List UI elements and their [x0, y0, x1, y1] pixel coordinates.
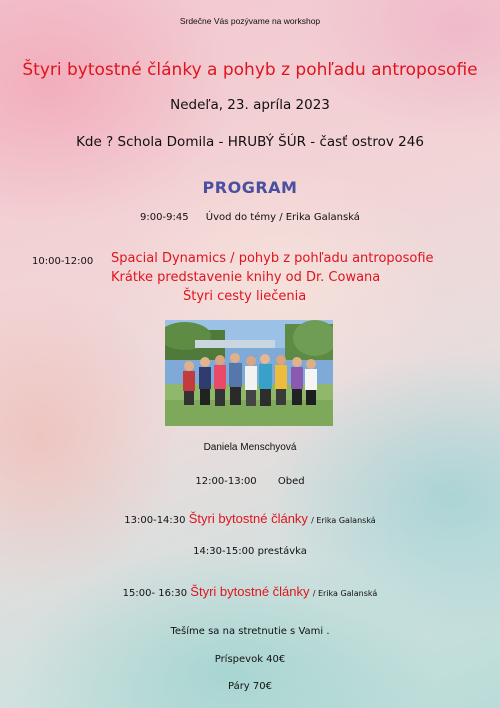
schedule-item-session-2: [0, 584, 500, 599]
schedule-item-session-1: [0, 511, 500, 526]
fee-single: Príspevok 40€: [214, 654, 286, 665]
schedule-item-intro: [0, 212, 500, 223]
schedule-topic-line3: Štyri cesty liečenia: [183, 289, 307, 304]
photo-caption: Daniela Menschyová: [203, 442, 297, 453]
schedule-text: Úvod do témy / Erika Galanská: [205, 212, 360, 223]
fee-pair: Páry 70€: [227, 681, 272, 692]
schedule-item-break: [0, 546, 500, 557]
schedule-time: 14:30-15:00: [193, 546, 255, 557]
schedule-time: 15:00- 16:30: [122, 588, 188, 599]
schedule-topic: Štyri bytostné články: [188, 511, 308, 526]
schedule-time: 12:00-13:00: [195, 476, 257, 487]
schedule-time: 9:00-9:45: [140, 212, 189, 223]
invite-text: Srdečne Vás pozývame na workshop: [179, 16, 321, 26]
closing-text: Tešíme sa na stretnutie s Vami .: [170, 626, 330, 637]
schedule-text: prestávka: [257, 546, 307, 557]
schedule-text: Obed: [277, 476, 305, 487]
schedule-topic: Štyri bytostné články: [190, 584, 310, 599]
schedule-topic-line2: Krátke predstavenie knihy od Dr. Cowana: [111, 270, 381, 285]
schedule-item-lunch: [0, 476, 500, 487]
workshop-title: Štyri bytostné články a pohyb z pohľadu antroposofie: [22, 60, 478, 80]
schedule-speaker: / Erika Galanská: [312, 589, 378, 598]
program-heading: PROGRAM: [202, 178, 298, 197]
schedule-speaker: / Erika Galanská: [311, 516, 376, 525]
event-location: Kde ? Schola Domila - HRUBÝ ŠÚR - časť ostrov 246: [76, 134, 424, 150]
event-date: Nedeľa, 23. apríla 2023: [170, 97, 330, 113]
schedule-time: 13:00-14:30: [124, 515, 186, 526]
schedule-time: 10:00-12:00: [32, 256, 94, 267]
schedule-topic-line1: Spacial Dynamics / pohyb z pohľadu antroposofie: [111, 251, 434, 266]
group-photo: [165, 320, 333, 426]
group-photo-image: [165, 320, 333, 426]
